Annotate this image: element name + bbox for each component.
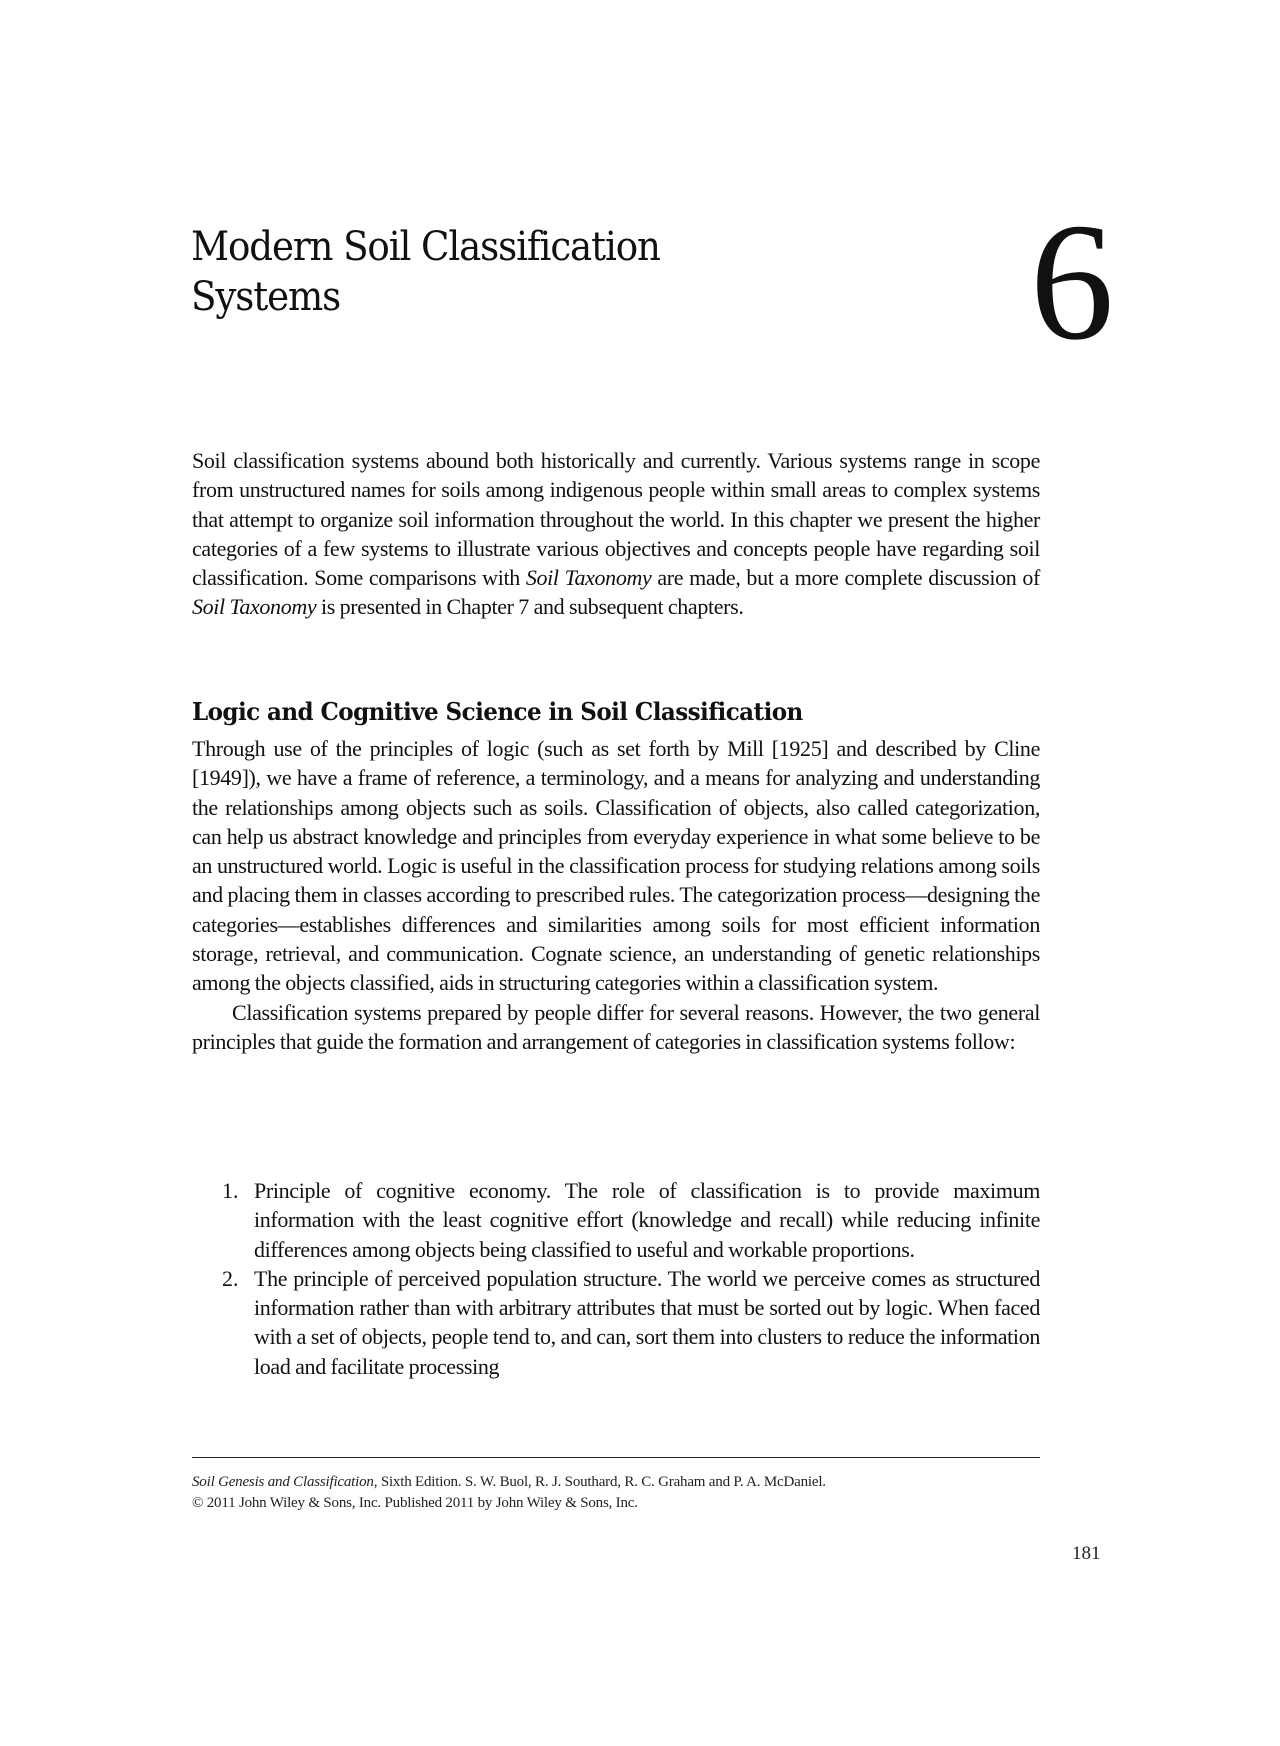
chapter-title-line1: Modern Soil Classification [191,224,660,270]
intro-text: are made, but a more complete discussion of [651,565,1040,591]
copyright-line: © 2011 John Wiley & Sons, Inc. Published 2011 by John Wiley & Sons, Inc. [192,1495,638,1511]
page-number: 181 [1072,1543,1101,1564]
list-item [192,1264,1040,1381]
italic-term: Soil Taxonomy [525,565,652,591]
citation-authors: , Sixth Edition. S. W. Buol, R. J. Southard, R. C. Graham and P. A. McDaniel. [373,1474,826,1490]
italic-term: Soil Taxonomy [192,594,317,620]
chapter-title [191,222,861,322]
principles-list [192,1176,1040,1381]
intro-text: Soil classification systems abound both historically and currently. Various systems range in scope from unstructured names for soils among indigenous people within small areas to complex systems that attempt to organize soil information throughout the world. In this chapter we present the higher categories of a few systems to illustrate various objectives and concepts people have regarding soil classification. Some comparisons with [192,448,1040,591]
citation-line [192,1472,1092,1493]
citation-footnote [192,1472,1092,1514]
list-item-number: 2. [222,1265,239,1291]
chapter-number: 6 [1030,189,1114,375]
list-item-text: Principle of cognitive economy. The role of classification is to provide maximum information with the least cognitive effort (knowledge and recall) while reducing infinite differences among objects being classified to useful and workable proportions. [254,1178,1040,1262]
section-paragraph-2: Classification systems prepared by people differ for several reasons. However, the two general principles that guide the formation and arrangement of categories in classification systems follow: [192,999,1040,1054]
list-item-text: The principle of perceived population structure. The world we perceive comes as structured information rather than with arbitrary attributes that must be sorted out by logic. When faced with a set of objects, people tend to, and can, sort them into clusters to reduce the information load and facilitate processing [254,1265,1040,1379]
intro-section [192,446,1040,622]
intro-paragraph [192,446,1040,622]
list-item-number: 1. [222,1178,239,1203]
list-item [192,1176,1040,1264]
chapter-title-line2: Systems [191,274,341,320]
book-title: Soil Genesis and Classification [192,1474,374,1490]
intro-text: is presented in Chapter 7 and subsequent chapters. [316,594,744,620]
footnote-divider [192,1457,1040,1458]
section-body [192,734,1040,1056]
section-heading: Logic and Cognitive Science in Soil Classification [192,697,803,726]
section-paragraph-1: Through use of the principles of logic (such as set forth by Mill [1925] and described by Cline [1949]), we have a frame of reference, a terminology, and a means for analyzing and understanding the relationships among objects such as soils. Classification of objects, also called categorization, can help us abstract knowledge and principles from everyday experience in what some believe to be an unstructured world. Logic is useful in the classification process for studying relations among soils and placing them in classes according to prescribed rules. The categorization process—designing the categories—establishes differences and similarities among soils for most efficient information storage, retrieval, and communication. Cognate science, an understanding of genetic relationships among the objects classified, aids in structuring categories within a classification system. [192,736,1040,996]
